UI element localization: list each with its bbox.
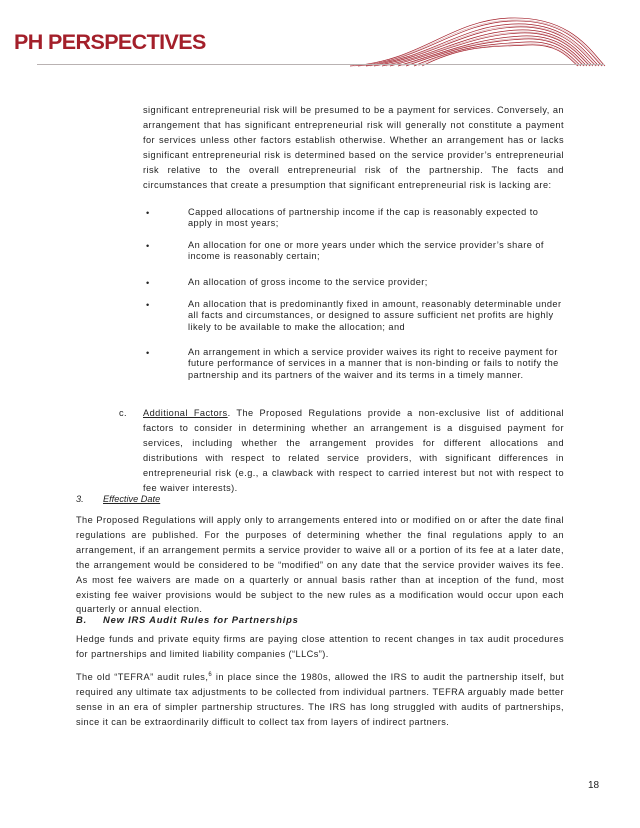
section-3-number: 3. [76, 494, 84, 504]
bullet-item: An allocation that is predominantly fixed in amount, reasonably determinable under all facts and circumstances, or designed to assure sufficient net profits are highly likely to be available to make the allocation; and [188, 299, 562, 332]
wave-logo-graphic [330, 10, 620, 68]
para2-start: The old “TEFRA” audit rules, [76, 672, 209, 682]
section-b-title: New IRS Audit Rules for Partnerships [103, 614, 299, 625]
bullet-marker: • [146, 278, 150, 288]
item-c-text: . The Proposed Regulations provide a non-exclusive list of additional factors to consider in determining whether an arrangement is a disguised payment for services, including whether the arrangement provides for different allocations and distributions with respect to related service providers, with significant differences in entrepreneurial risk (e.g., a clawback with respect to carried interest but not with respect to fee waiver interests). [143, 408, 565, 493]
item-c-additional-factors [119, 406, 565, 495]
publication-title: PH PERSPECTIVES [14, 30, 206, 54]
header-divider [37, 64, 604, 65]
section-3-title: Effective Date [103, 494, 161, 504]
section-b-paragraph-1: Hedge funds and private equity firms are paying close attention to recent changes in tax audit procedures for partnerships and limited liability companies (“LLCs”). [76, 634, 564, 659]
section-3-heading [76, 494, 160, 504]
intro-paragraph: significant entrepreneurial risk will be presumed to be a payment for services. Conversely, an arrangement that has significant entrepreneurial risk will generally not constitute a payment for services unless other factors establish otherwise. Whether an arrangement has or lacks significant entrepreneurial risk is determined based on the service provider’s entrepreneurial risk relative to the overall entrepreneurial risk of the partnership. The facts and circumstances that create a presumption that significant entrepreneurial risk is lacking are: [143, 105, 564, 190]
section-b-letter: B. [76, 614, 87, 625]
bullet-item: An arrangement in which a service provider waives its right to receive payment for future performance of services in a manner that is non-binding or fails to notify the partnership and its partners of the waiver and its terms in a timely manner. [188, 347, 559, 380]
bullet-item: An allocation of gross income to the service provider; [188, 277, 428, 287]
bullet-marker: • [146, 348, 150, 358]
bullet-item: Capped allocations of partnership income if the cap is reasonably expected to apply in most years; [188, 207, 539, 229]
section-3-paragraph: The Proposed Regulations will apply only to arrangements entered into or modified on or after the date final regulations are published. For the purposes of determining whether the final regulations apply to an arrangement, if an arrangement permits a service provider to waive all or a portion of its fee at a later date, the arrangement would be considered to be “modified” on any date that the service provider waives its fee. As most fee waivers are made on a quarterly or annual basis rather than at inception of the fund, most existing fee waiver provisions would be subject to the new rules as a modification would occur upon each quarterly or annual election. [76, 515, 564, 615]
page-number: 18 [588, 780, 600, 791]
bullet-marker: • [146, 300, 150, 310]
item-c-heading: Additional Factors [143, 408, 228, 418]
para2-rest: in place since the 1980s, allowed the IRS to audit the partnership itself, but required any ultimate tax adjustments to be collected from individual partners. TEFRA arguably made better sense in an era of simpler partnership structures. The IRS has long struggled with audits of partnerships, since it can be extraordinarily difficult to collect tax from layers of indirect partners. [76, 672, 564, 727]
item-c-label: c. [119, 408, 128, 418]
section-b-paragraph-2 [76, 670, 564, 730]
bullet-marker: • [146, 241, 150, 251]
bullet-marker: • [146, 208, 150, 218]
bullet-item: An allocation for one or more years under which the service provider’s share of income is reasonably certain; [188, 240, 544, 262]
section-b-heading [76, 614, 299, 625]
footnote-ref[interactable]: 6 [208, 671, 213, 678]
